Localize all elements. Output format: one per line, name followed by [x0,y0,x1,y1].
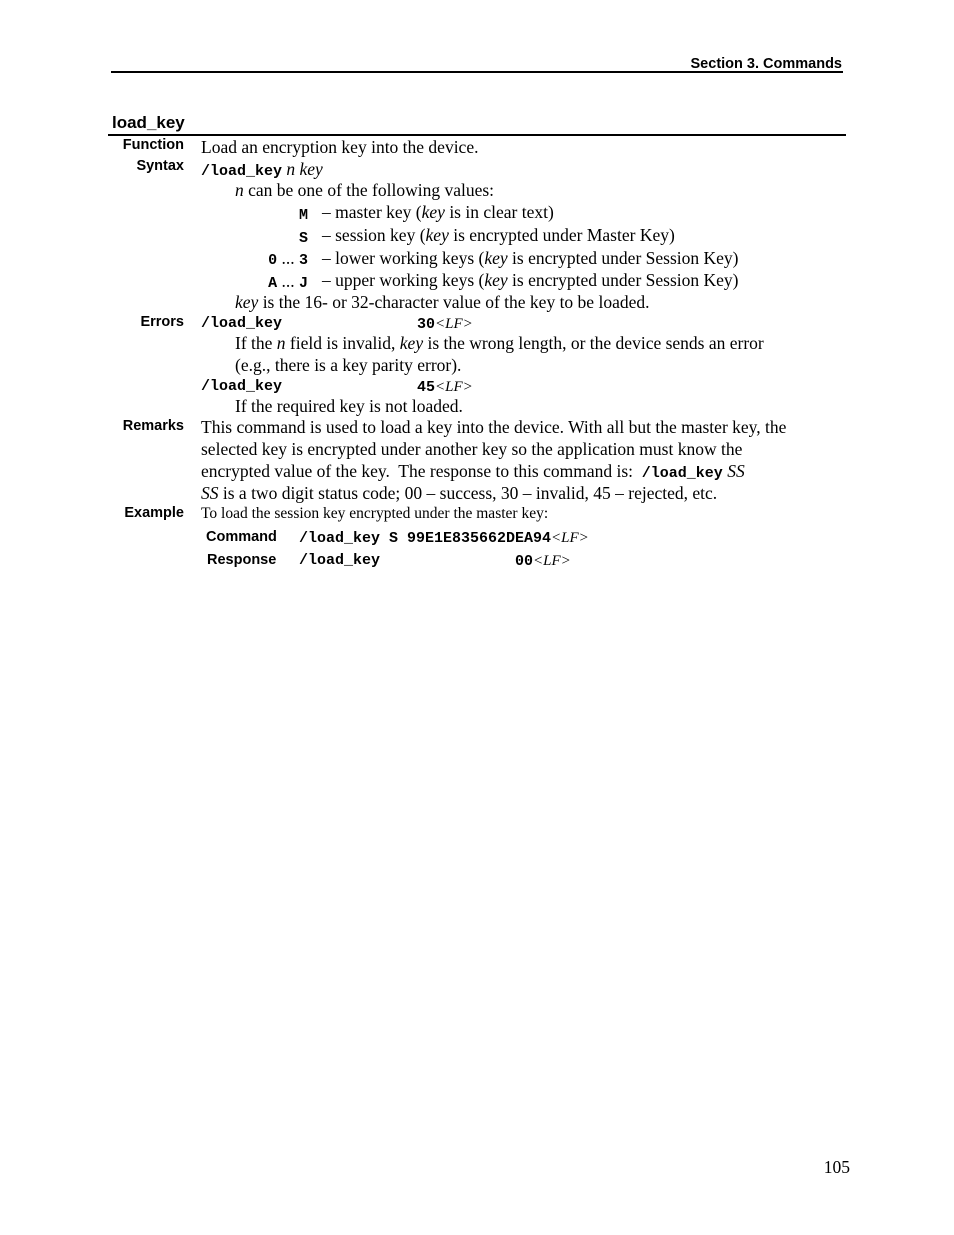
example-response-code: 00<LF> [515,553,571,570]
header-rule [111,71,843,73]
n-intro-var: n [235,180,244,200]
remarks-line3: encrypted value of the key. The response to this command is: /load_key SS [201,461,745,482]
label-example: Example [124,505,184,521]
value-code-s: S [298,230,308,247]
error-1-desc-line1: If the n field is invalid, key is the wrong length, or the device sends an error [235,333,764,353]
error-2-code: 45<LF> [417,379,473,396]
value-desc-s: – session key (key is encrypted under Master Key) [322,225,675,245]
n-intro [235,180,494,200]
value-code-m: M [298,207,308,224]
page-number: 105 [823,1157,850,1177]
error-2-desc: If the required key is not loaded. [235,396,463,416]
error-1-code: 30<LF> [417,316,473,333]
value-desc-m: – master key (key is in clear text) [322,202,554,222]
error-1-command: /load_key [201,315,283,332]
value-code-a-j: A ... J [268,271,308,292]
remarks-line2: selected key is encrypted under another key so the application must know the [201,439,743,459]
example-response-label: Response [207,552,277,568]
syntax-command: /load_key [201,163,283,180]
label-syntax: Syntax [136,158,184,174]
error-2-command: /load_key [201,378,283,395]
label-function: Function [122,137,184,153]
example-response-command: /load_key [299,552,381,569]
key-description: key is the 16- or 32-character value of the key to be loaded. [235,292,650,312]
label-remarks: Remarks [122,418,184,434]
function-text: Load an encryption key into the device. [201,137,479,157]
syntax-args: n key [286,159,323,179]
label-errors: Errors [140,314,184,330]
example-command-label: Command [206,529,277,545]
value-desc-0-3: – lower working keys (key is encrypted under Session Key) [322,248,739,268]
remarks-line1: This command is used to load a key into the device. With all but the master key, the [201,417,787,437]
example-intro: To load the session key encrypted under the master key: [201,505,549,522]
running-header: Section 3. Commands [690,56,842,72]
value-desc-a-j: – upper working keys (key is encrypted under Session Key) [322,270,739,290]
n-intro-text: can be one of the following values: [243,180,495,200]
syntax-line [201,159,323,182]
command-heading: load_key [112,113,185,132]
example-command: /load_key S 99E1E835662DEA94<LF> [299,530,589,547]
remarks-line4: SS is a two digit status code; 00 – success, 30 – invalid, 45 – rejected, etc. [201,483,718,503]
error-1-desc-line2: (e.g., there is a key parity error). [235,355,462,375]
heading-rule [108,134,846,136]
value-code-0-3: 0 ... 3 [268,248,308,269]
